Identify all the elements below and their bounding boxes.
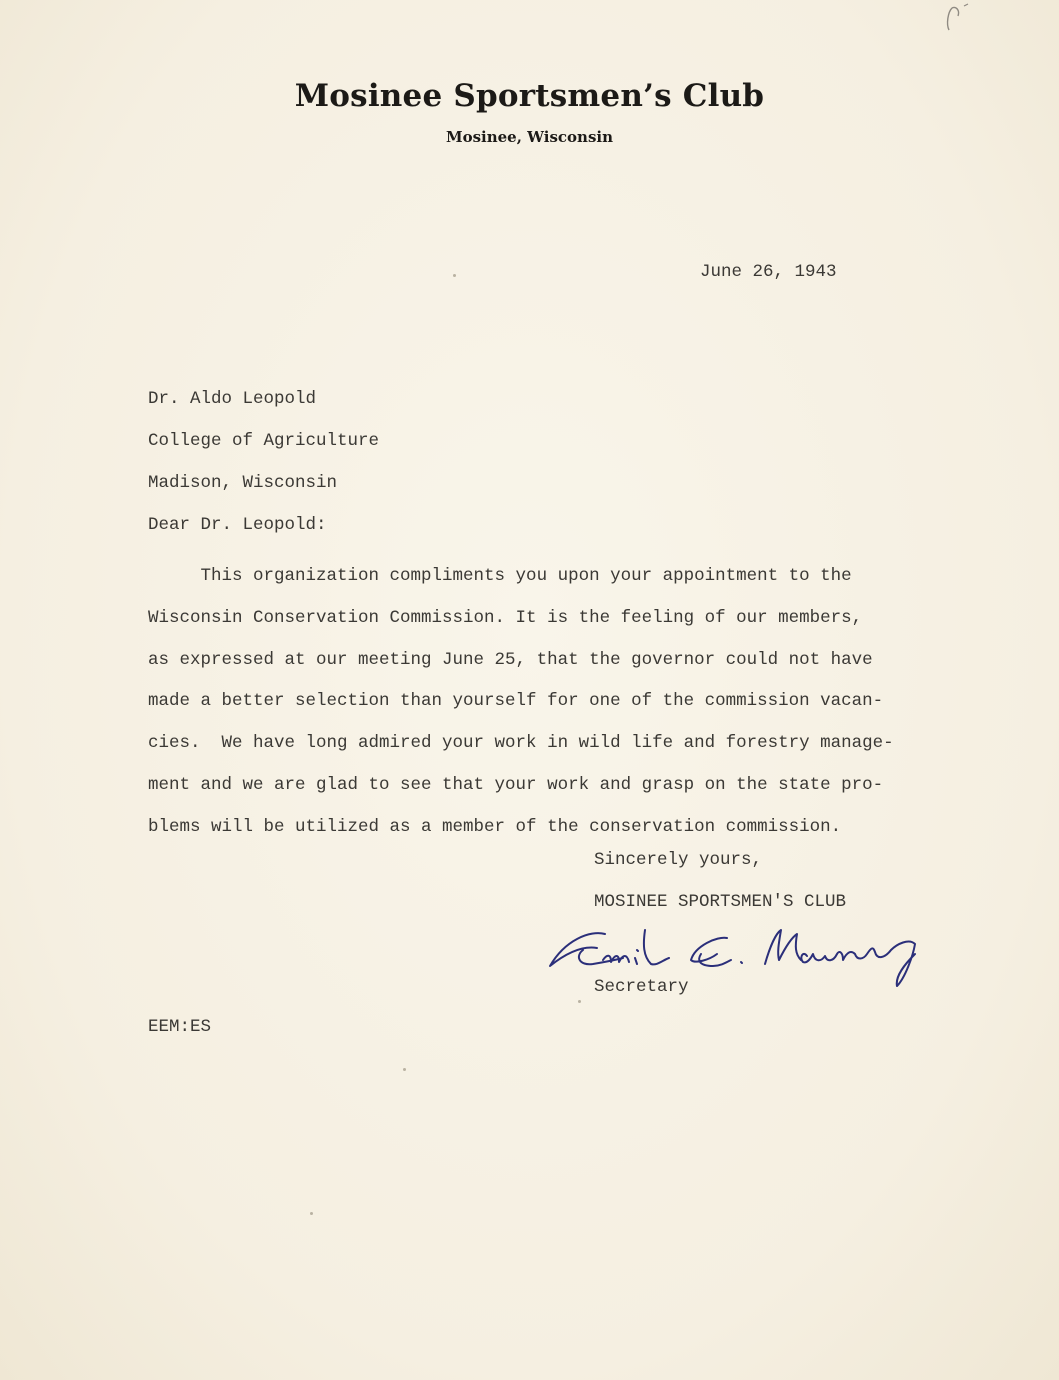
signer-title: Secretary xyxy=(594,977,689,997)
letterhead-organization: Mosinee Sportsmen’s Club xyxy=(294,78,765,114)
salutation: Dear Dr. Leopold: xyxy=(148,515,327,535)
paper-speck xyxy=(578,1000,581,1003)
body-line: Wisconsin Conservation Commission. It is the feeling of our members, xyxy=(148,607,863,628)
pencil-mark-icon xyxy=(938,2,974,36)
body-line: cies. We have long admired your work in wild life and forestry manage- xyxy=(148,733,894,754)
body-line: ment and we are glad to see that your work and grasp on the state pro- xyxy=(148,774,884,795)
body-line: as expressed at our meeting June 25, that the governor could not have xyxy=(148,649,873,670)
recipient-institution: College of Agriculture xyxy=(148,431,380,451)
paper-speck xyxy=(403,1068,406,1071)
body-line: blems will be utilized as a member of the conservation commission. xyxy=(148,816,842,837)
closing-organization: MOSINEE SPORTSMEN'S CLUB xyxy=(594,892,847,912)
closing: Sincerely yours, xyxy=(594,850,763,870)
letterhead-location: Mosinee, Wisconsin xyxy=(445,128,613,146)
paper-speck xyxy=(310,1212,313,1215)
letter-body xyxy=(148,556,894,849)
reference-initials: EEM:ES xyxy=(148,1017,212,1037)
letter-date: June 26, 1943 xyxy=(700,262,837,282)
paper-speck xyxy=(453,274,456,277)
recipient-city: Madison, Wisconsin xyxy=(148,473,338,493)
body-line: This organization compliments you upon your appointment to the xyxy=(148,566,852,586)
body-line: made a better selection than yourself for one of the commission vacan- xyxy=(148,691,884,712)
recipient-name: Dr. Aldo Leopold xyxy=(148,389,317,409)
